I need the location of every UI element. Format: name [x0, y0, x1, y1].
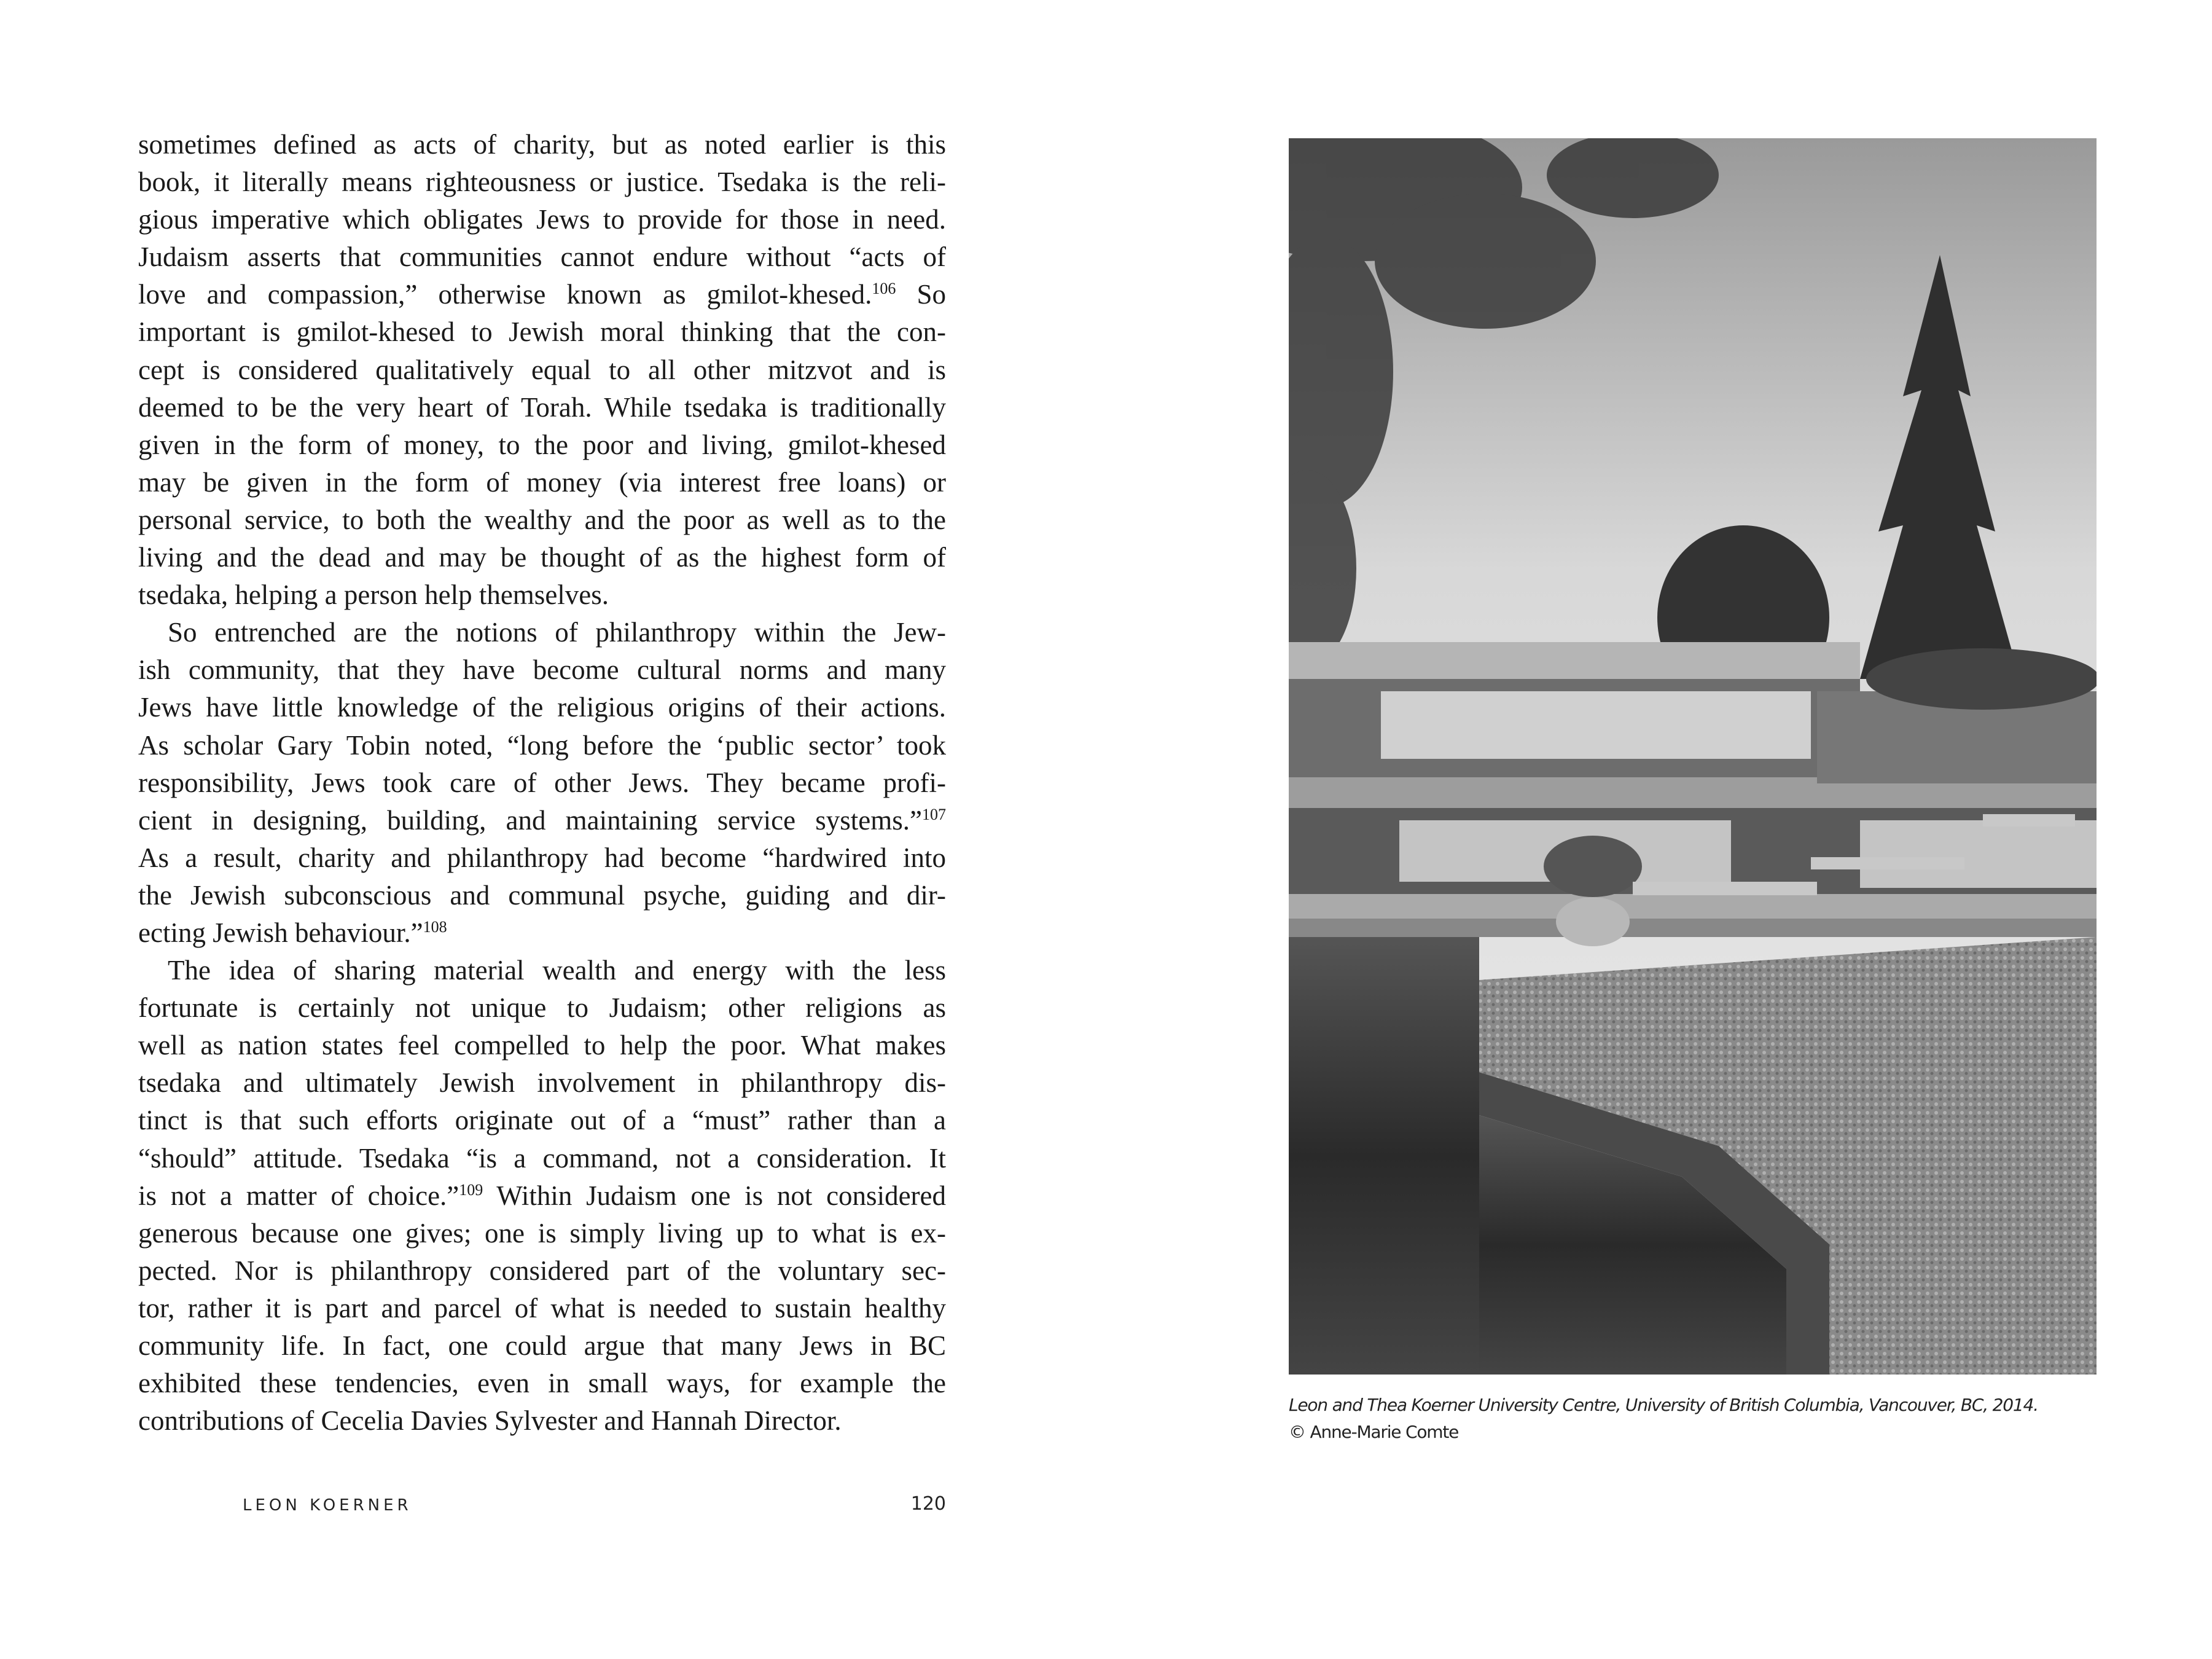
- footnote-ref: 107: [922, 805, 946, 823]
- text-line: [138, 126, 946, 163]
- text-line: [138, 1102, 946, 1139]
- text-segment: cept is considered qualitatively equal to all other mitzvot and is: [138, 354, 946, 385]
- photo-caption: [1289, 1392, 2038, 1446]
- photo-illustration: [1289, 138, 2097, 1375]
- text-segment: contributions of Cecelia Davies Sylvester and Hannah Director.: [138, 1405, 842, 1437]
- text-segment: well as nation states feel compelled to help the poor. What makes: [138, 1030, 946, 1061]
- text-line: [138, 501, 946, 539]
- text-segment: is not a matter of choice.”: [138, 1180, 459, 1211]
- text-segment: gious imperative which obligates Jews to provide for those in need.: [138, 204, 946, 235]
- text-segment: fortunate is certainly not unique to Judaism; other religions as: [138, 992, 946, 1024]
- text-segment: may be given in the form of money (via interest free loans) or: [138, 466, 946, 498]
- text-line: [138, 163, 946, 201]
- text-segment: So: [896, 279, 947, 310]
- body-text: [138, 126, 946, 1440]
- text-line: [138, 802, 946, 839]
- text-segment: ish community, that they have become cultural norms and many: [138, 654, 946, 686]
- text-segment: deemed to be the very heart of Torah. While tsedaka is traditionally: [138, 391, 946, 423]
- text-segment: The idea of sharing material wealth and energy with the less: [168, 955, 946, 986]
- text-segment: tsedaka and ultimately Jewish involvement in philanthropy dis-: [138, 1067, 946, 1099]
- text-segment: personal service, to both the wealthy and the poor as well as to the: [138, 504, 946, 535]
- text-line: [138, 952, 946, 989]
- text-line: [138, 839, 946, 877]
- text-line: [138, 313, 946, 351]
- photo-koerner-university-centre: [1289, 138, 2097, 1375]
- text-line: [138, 276, 946, 313]
- text-segment: As scholar Gary Tobin noted, “long before the ‘public sector’ took: [138, 729, 946, 761]
- text-segment: book, it literally means righteousness or justice. Tsedaka is the reli-: [138, 167, 946, 198]
- text-line: [138, 914, 946, 952]
- text-line: [138, 389, 946, 426]
- text-segment: Judaism asserts that communities cannot endure without “acts of: [138, 241, 946, 273]
- text-line: [138, 1252, 946, 1290]
- text-line: [138, 464, 946, 501]
- text-line: [138, 1064, 946, 1102]
- text-line: [138, 689, 946, 726]
- text-segment: exhibited these tendencies, even in small ways, for example the: [138, 1368, 946, 1399]
- text-line: [138, 576, 946, 614]
- text-line: [138, 1327, 946, 1365]
- text-segment: So entrenched are the notions of philanthropy within the Jew-: [168, 617, 946, 648]
- text-line: [138, 539, 946, 576]
- caption-credit: © Anne-Marie Comte: [1289, 1422, 1459, 1442]
- page-number: 120: [910, 1493, 946, 1515]
- text-line: [138, 1140, 946, 1177]
- footnote-ref: 106: [872, 280, 896, 298]
- text-line: [138, 426, 946, 464]
- text-line: [138, 351, 946, 389]
- text-segment: love and compassion,” otherwise known as gmilot-khesed.: [138, 279, 872, 310]
- text-line: [138, 1027, 946, 1064]
- caption-title: Leon and Thea Koerner University Centre, University of British Columbia, Vancouver, BC, 2014.: [1289, 1395, 2038, 1415]
- text-segment: pected. Nor is philanthropy considered part of the voluntary sec-: [138, 1255, 946, 1286]
- text-line: [138, 651, 946, 689]
- text-line: [138, 614, 946, 651]
- text-segment: sometimes defined as acts of charity, but as noted earlier is this: [138, 129, 946, 160]
- text-segment: tinct is that such efforts originate out of a “must” rather than a: [138, 1105, 946, 1136]
- text-segment: important is gmilot-khesed to Jewish moral thinking that the con-: [138, 316, 946, 348]
- text-segment: tsedaka, helping a person help themselves.: [138, 579, 609, 611]
- text-line: [138, 989, 946, 1027]
- text-line: [138, 1402, 946, 1440]
- text-segment: Jews have little knowledge of the religious origins of their actions.: [138, 692, 946, 723]
- text-line: [138, 1215, 946, 1252]
- text-segment: given in the form of money, to the poor and living, gmilot-khesed: [138, 429, 946, 460]
- text-segment: ecting Jewish behaviour.”: [138, 917, 423, 948]
- text-segment: Within Judaism one is not considered: [483, 1180, 947, 1211]
- text-segment: cient in designing, building, and maintaining service systems.”: [138, 804, 922, 836]
- text-segment: tor, rather it is part and parcel of what is needed to sustain healthy: [138, 1292, 946, 1324]
- text-segment: community life. In fact, one could argue that many Jews in BC: [138, 1330, 946, 1361]
- text-line: [138, 1177, 946, 1215]
- running-head: LEON KOERNER: [243, 1496, 412, 1515]
- text-line: [138, 877, 946, 914]
- text-line: [138, 238, 946, 276]
- footnote-ref: 108: [423, 917, 447, 936]
- text-segment: As a result, charity and philanthropy had become “hardwired into: [138, 842, 946, 873]
- text-line: [138, 727, 946, 764]
- text-line: [138, 201, 946, 238]
- text-segment: responsibility, Jews took care of other Jews. They became profi-: [138, 767, 946, 798]
- footnote-ref: 109: [459, 1180, 483, 1199]
- text-segment: living and the dead and may be thought of as the highest form of: [138, 542, 946, 573]
- text-segment: the Jewish subconscious and communal psyche, guiding and dir-: [138, 879, 946, 911]
- text-segment: “should” attitude. Tsedaka “is a command, not a consideration. It: [138, 1142, 946, 1174]
- text-line: [138, 1290, 946, 1327]
- text-line: [138, 764, 946, 802]
- text-line: [138, 1365, 946, 1402]
- text-segment: generous because one gives; one is simply living up to what is ex-: [138, 1217, 946, 1249]
